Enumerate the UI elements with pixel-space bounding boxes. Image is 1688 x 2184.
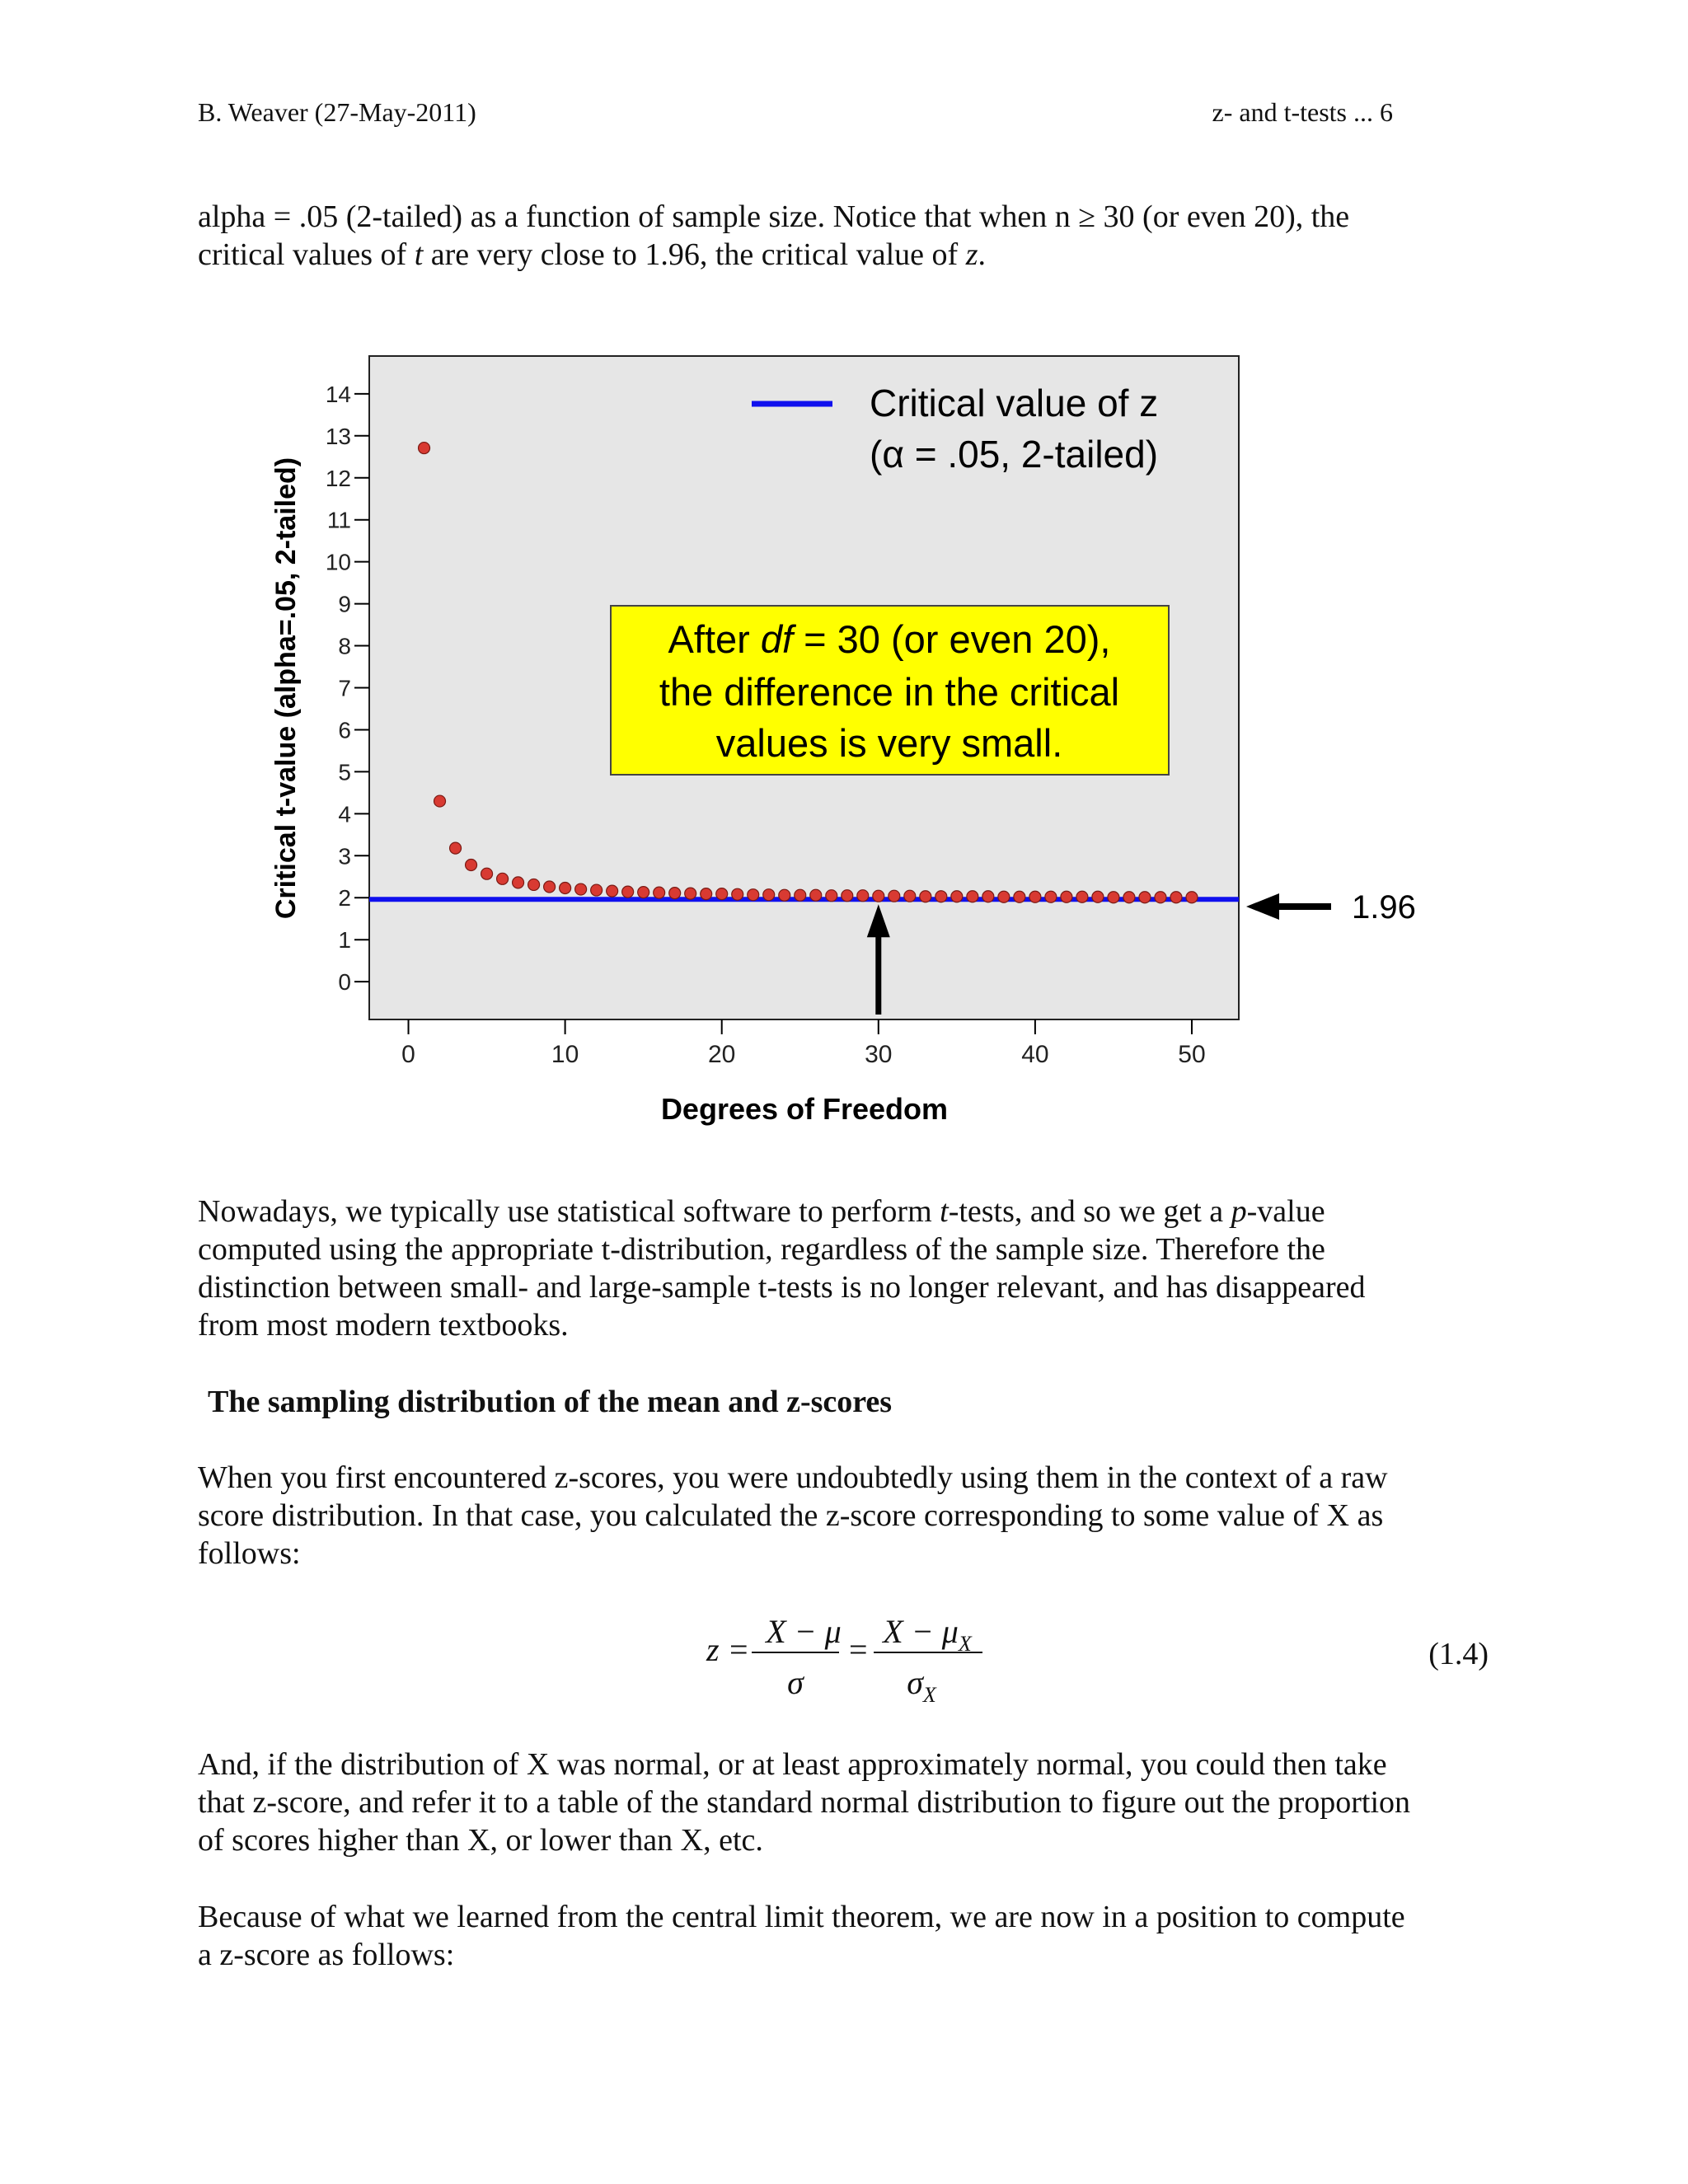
y-tick-label: 12 <box>325 465 351 491</box>
data-point <box>967 891 978 902</box>
y-tick-label: 0 <box>338 969 351 996</box>
data-point <box>638 887 649 898</box>
data-point <box>544 881 556 893</box>
data-point <box>732 888 743 900</box>
equation-z: z <box>706 1631 720 1668</box>
annotation-line-1: After df = 30 (or even 20), <box>668 617 1111 661</box>
data-point <box>1076 891 1088 902</box>
data-point <box>998 891 1010 902</box>
x-tick-label: 20 <box>708 1041 736 1068</box>
y-axis-title: Critical t-value (alpha=.05, 2-tailed) <box>270 457 302 920</box>
section-heading: The sampling distribution of the mean and z-scores <box>208 1385 893 1419</box>
y-tick-label: 6 <box>338 717 351 743</box>
data-point <box>1186 892 1198 903</box>
equation-denominator-1: σ <box>787 1664 804 1701</box>
x-tick-label: 10 <box>551 1041 579 1068</box>
data-point <box>748 889 759 901</box>
data-point <box>920 891 931 902</box>
y-tick-label: 7 <box>338 675 351 701</box>
annotation-line-3: values is very small. <box>715 721 1063 765</box>
data-point <box>763 889 775 901</box>
y-tick-label: 4 <box>338 801 351 827</box>
data-point <box>622 886 634 898</box>
y-tick-label: 3 <box>338 843 351 869</box>
intro-paragraph: alpha = .05 (2-tailed) as a function of sample size. Notice that when n ≥ 30 (or even 20), the critical values of t are very close to 1.96, the critical value of z. <box>198 199 1350 272</box>
data-point <box>481 868 493 879</box>
data-point <box>1139 892 1151 903</box>
data-point <box>857 890 869 902</box>
data-point <box>513 877 524 888</box>
x-axis-title: Degrees of Freedom <box>660 1092 949 1126</box>
data-point <box>889 890 900 902</box>
page-header-left: B. Weaver (27-May-2011) <box>198 97 476 127</box>
y-tick-label: 2 <box>338 885 351 912</box>
side-value-label: 1.96 <box>1352 889 1416 926</box>
data-point <box>1014 891 1025 902</box>
data-point <box>1123 892 1135 903</box>
x-tick-label: 30 <box>865 1041 893 1068</box>
arrow-left-icon <box>1246 893 1279 920</box>
data-point <box>810 889 822 901</box>
x-tick-label: 40 <box>1021 1041 1049 1068</box>
data-point <box>466 860 477 871</box>
equation-numerator-1: X − μ <box>766 1613 842 1650</box>
data-point <box>450 842 462 854</box>
data-point <box>1045 891 1057 902</box>
legend-line-2: (α = .05, 2-tailed) <box>870 433 1159 476</box>
data-point <box>654 887 665 898</box>
equation-number: (1.4) <box>1428 1637 1489 1671</box>
data-point <box>873 890 884 902</box>
y-axis <box>326 382 369 995</box>
legend-line-1: Critical value of z <box>870 382 1159 424</box>
equation-equals-1: = <box>729 1631 748 1668</box>
y-tick-label: 10 <box>325 549 351 575</box>
equation-denominator-2: $\sigma_X$ <box>907 1664 936 1707</box>
data-point <box>607 885 618 897</box>
data-point <box>1061 891 1072 902</box>
intro-line-1: alpha = .05 (2-tailed) as a function of sample size. Notice that when n ≥ 30 (or even 20), the <box>198 199 1350 234</box>
data-point <box>575 883 587 895</box>
data-point <box>716 888 728 900</box>
data-point <box>935 891 947 902</box>
equation-numerator-2: $X - \mu_X$ <box>883 1613 972 1656</box>
data-point <box>1092 891 1104 902</box>
x-tick-label: 50 <box>1178 1041 1206 1068</box>
paragraph-clt: Because of what we learned from the central limit theorem, we are now in a position to compute a z-score as follows: <box>198 1900 1405 1972</box>
data-point <box>1155 892 1166 903</box>
y-tick-label: 14 <box>325 381 351 407</box>
x-tick-label: 0 <box>401 1041 415 1068</box>
data-point <box>591 884 603 896</box>
data-point <box>1108 892 1119 903</box>
data-point <box>419 443 430 454</box>
data-point <box>826 890 837 902</box>
data-point <box>951 891 963 902</box>
paragraph-raw-score: When you first encountered z-scores, you were undoubtedly using them in the context of a raw score distribution. In that case, you calculated the z-score corresponding to some value of X as follows: <box>198 1460 1388 1571</box>
y-tick-label: 9 <box>338 591 351 617</box>
paragraph-normal-table: And, if the distribution of X was normal, or at least approximately normal, you could then take that z-score, and refer it to a table of the standard normal distribution to figure out the proportion of scores higher than X, or lower than X, etc. <box>198 1747 1410 1858</box>
y-tick-label: 13 <box>325 423 351 449</box>
data-point <box>497 873 509 884</box>
data-point <box>842 890 853 902</box>
data-point <box>528 879 540 890</box>
data-point <box>795 889 806 901</box>
y-tick-label: 1 <box>338 927 351 954</box>
data-point <box>904 890 916 902</box>
data-point <box>779 889 790 901</box>
data-point <box>685 888 696 899</box>
data-point <box>701 888 712 900</box>
annotation-line-2: the difference in the critical <box>659 670 1120 714</box>
equation-1-4 <box>0 1603 1688 1710</box>
page-header-right: z- and t-tests ... 6 <box>1212 97 1393 127</box>
equation-equals-2: = <box>849 1631 868 1668</box>
data-point <box>669 888 681 899</box>
y-tick-label: 8 <box>338 633 351 659</box>
data-point <box>1170 892 1182 903</box>
paragraph-software: Nowadays, we typically use statistical software to perform t-tests, and so we get a p-value computed using the appropriate t-distribution, regardless of the sample size. Therefore the distinction between small- and large-sample t-tests is no longer relevant, and has disappeared from most modern textbooks. <box>198 1194 1366 1343</box>
data-point <box>434 795 446 807</box>
data-point <box>560 883 571 894</box>
data-point <box>982 891 994 902</box>
x-axis <box>401 1019 1205 1068</box>
y-tick-label: 11 <box>326 507 351 533</box>
y-tick-label: 5 <box>338 759 351 785</box>
data-point <box>1029 891 1041 902</box>
